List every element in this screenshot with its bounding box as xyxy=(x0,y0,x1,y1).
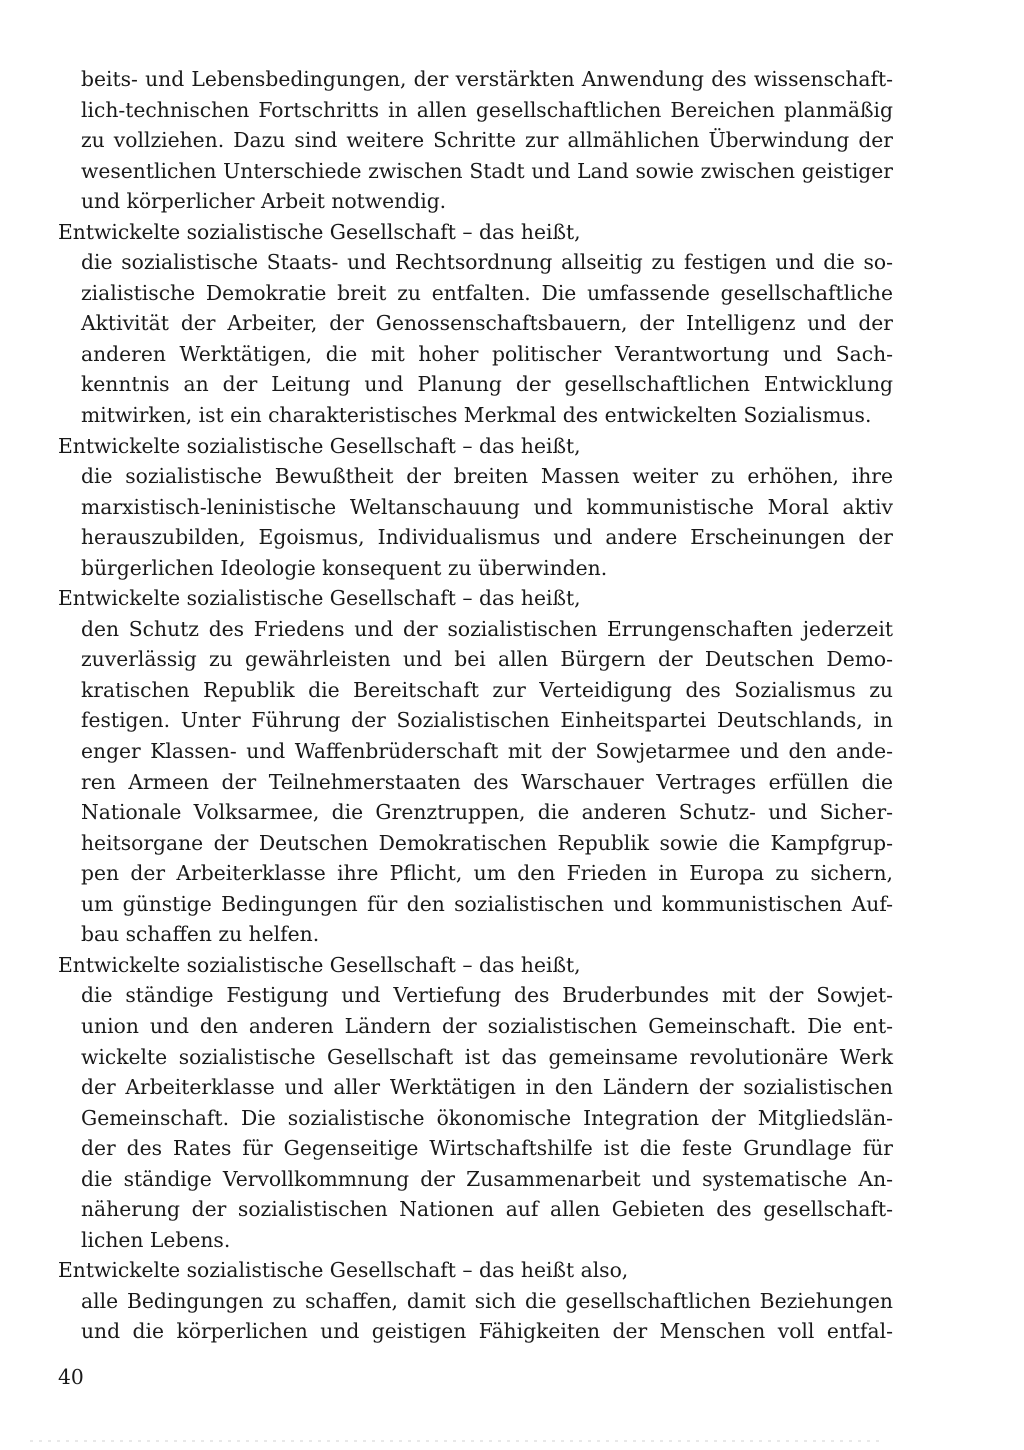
text-line: die ständige Festigung und Vertiefung des Bruderbundes mit der Sowjet- xyxy=(81,983,893,1008)
text-line: den Schutz des Friedens und der sozialistischen Errungenschaften jederzeit xyxy=(81,616,893,641)
text-line: beits- und Lebensbedingungen, der verstärkten Anwendung des wissenschaft- xyxy=(81,67,893,91)
text-line: lichen Lebens. xyxy=(81,1227,231,1252)
text-line: die sozialistische Bewußtheit der breiten Massen weiter zu erhöhen, ihre xyxy=(81,464,893,489)
text-line: zu vollziehen. Dazu sind weitere Schritte zur allmählichen Überwindung der xyxy=(81,128,893,153)
text-line: enger Klassen- und Waffenbrüderschaft mit der Sowjetarmee und den ande- xyxy=(81,739,893,764)
text-line: zuverlässig zu gewährleisten und bei allen Bürgern der Deutschen Demo- xyxy=(81,647,893,672)
text-line: Nationale Volksarmee, die Grenztruppen, die anderen Schutz- und Sicher- xyxy=(81,800,893,825)
text-line: Gemeinschaft. Die sozialistische ökonomische Integration der Mitgliedslän- xyxy=(81,1105,893,1130)
text-line: herauszubilden, Egoismus, Individualismus und andere Erscheinungen der xyxy=(81,525,893,550)
page-text xyxy=(58,64,893,1347)
text-line: lich-technischen Fortschritts in allen gesellschaftlichen Bereichen planmäßig xyxy=(81,97,893,122)
text-line: die sozialistische Staats- und Rechtsordnung allseitig zu festigen und die so- xyxy=(81,250,893,275)
text-line: der des Rates für Gegenseitige Wirtschaftshilfe ist die feste Grundlage für xyxy=(81,1136,893,1161)
text-line: marxistisch-leninistische Weltanschauung und kommunistische Moral aktiv xyxy=(81,494,893,519)
text-line: bau schaffen zu helfen. xyxy=(81,922,320,947)
text-line: mitwirken, ist ein charakteristisches Merkmal des entwickelten Sozialismus. xyxy=(81,403,872,428)
text-line: Aktivität der Arbeiter, der Genossenschaftsbauern, der Intelligenz und der xyxy=(81,311,893,336)
text-line: der Arbeiterklasse und aller Werktätigen in den Ländern der sozialistischen xyxy=(81,1075,893,1100)
text-line: kenntnis an der Leitung und Planung der gesellschaftlichen Entwicklung xyxy=(81,372,893,397)
page-number: 40 xyxy=(58,1365,84,1389)
section-heading: Entwickelte sozialistische Gesellschaft – das heißt, xyxy=(58,952,581,977)
scan-artifact xyxy=(30,1440,880,1442)
text-line: um günstige Bedingungen für den sozialistischen und kommunistischen Auf- xyxy=(81,891,893,916)
text-line: näherung der sozialistischen Nationen auf allen Gebieten des gesellschaft- xyxy=(81,1197,893,1222)
text-line: alle Bedingungen zu schaffen, damit sich die gesellschaftlichen Beziehungen xyxy=(81,1288,893,1313)
text-line: und die körperlichen und geistigen Fähigkeiten der Menschen voll entfal- xyxy=(81,1319,893,1344)
text-line: anderen Werktätigen, die mit hoher politischer Verantwortung und Sach- xyxy=(81,341,893,366)
text-line: pen der Arbeiterklasse ihre Pflicht, um den Frieden in Europa zu sichern, xyxy=(81,861,893,886)
text-line: wesentlichen Unterschiede zwischen Stadt und Land sowie zwischen geistiger xyxy=(81,158,893,183)
text-line: wickelte sozialistische Gesellschaft ist das gemeinsame revolutionäre Werk xyxy=(81,1044,893,1069)
section-heading: Entwickelte sozialistische Gesellschaft – das heißt, xyxy=(58,586,581,611)
section-heading: Entwickelte sozialistische Gesellschaft – das heißt, xyxy=(58,433,581,458)
text-line: ren Armeen der Teilnehmerstaaten des Warschauer Vertrages erfüllen die xyxy=(81,769,893,794)
section-heading: Entwickelte sozialistische Gesellschaft – das heißt, xyxy=(58,219,581,244)
text-line: union und den anderen Ländern der sozialistischen Gemeinschaft. Die ent- xyxy=(81,1013,893,1038)
text-line: und körperlicher Arbeit notwendig. xyxy=(81,189,447,214)
text-line: kratischen Republik die Bereitschaft zur Verteidigung des Sozialismus zu xyxy=(81,677,893,702)
text-line: festigen. Unter Führung der Sozialistischen Einheitspartei Deutschlands, in xyxy=(81,708,893,733)
text-line: heitsorgane der Deutschen Demokratischen Republik sowie die Kampfgrup- xyxy=(81,830,893,855)
section-heading: Entwickelte sozialistische Gesellschaft – das heißt also, xyxy=(58,1258,629,1283)
text-line: bürgerlichen Ideologie konsequent zu überwinden. xyxy=(81,555,608,580)
text-line: die ständige Vervollkommnung der Zusammenarbeit und systematische An- xyxy=(81,1166,893,1191)
text-line: zialistische Demokratie breit zu entfalten. Die umfassende gesellschaftliche xyxy=(81,280,893,305)
